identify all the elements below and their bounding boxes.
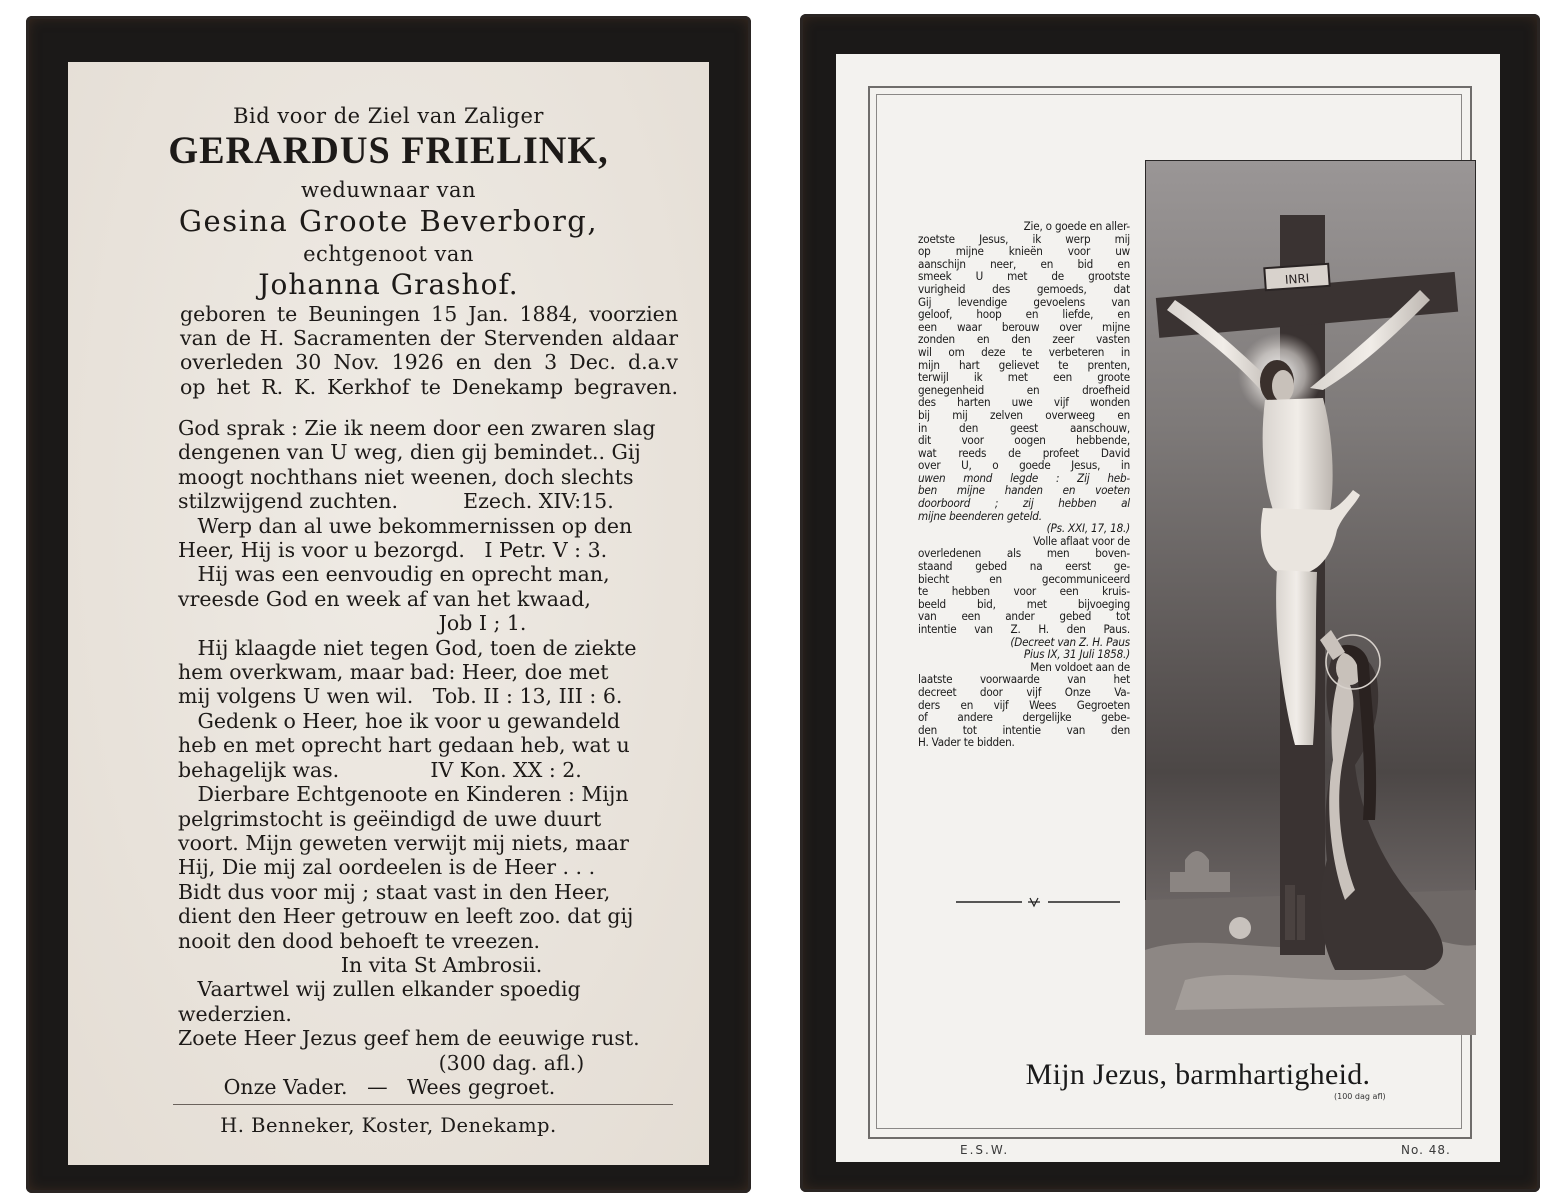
prayer-line: overledenen als men boven- <box>918 546 1130 561</box>
prayer-line: Gij levendige gevoelens van <box>918 294 1130 309</box>
quote-line: heb en met oprecht hart gedaan heb, wat u <box>178 733 630 758</box>
quote-line: (300 dag. afl.) <box>178 1050 585 1075</box>
prayer-line: vurigheid des gemoeds, dat <box>918 281 1130 296</box>
prayer-line: biecht en gecommuniceerd <box>918 571 1130 586</box>
quote-line: stilzwijgend zuchten. Ezech. XIV:15. <box>178 489 614 514</box>
prayer-line: mijn hart gelievet te prenten, <box>918 357 1130 372</box>
prayer-line: (Ps. XXI, 17, 18.) <box>1046 521 1130 536</box>
printer-credit: H. Benneker, Koster, Denekamp. <box>220 1114 557 1137</box>
prayer-line: terwijl ik met een groote <box>918 370 1130 385</box>
quote-line: behagelijk was. IV Kon. XX : 2. <box>178 757 582 782</box>
prayer-line: te hebben voor een kruis- <box>918 584 1130 599</box>
quote-line: Hij, Die mij zal oordeelen is de Heer . . . <box>178 855 596 880</box>
quote-line: Zoete Heer Jezus geef hem de eeuwige rust. <box>178 1026 640 1051</box>
prayer-line: mijne beenderen geteld. <box>918 508 1042 523</box>
prayer-line: Pius IX, 31 Juli 1858.) <box>1023 647 1130 662</box>
card-back-paper <box>836 54 1500 1162</box>
prayer-line: zonden en den zeer vasten <box>918 332 1130 347</box>
prayer-request-line: Bid voor de Ziel van Zaliger <box>233 104 544 128</box>
prayer-line: een waar berouw over mijne <box>918 319 1130 334</box>
quote-line: Gedenk o Heer, hoe ik voor u gewandeld <box>178 708 621 733</box>
motto-text: Mijn Jezus, barmhartigheid. <box>1025 1058 1371 1091</box>
quote-line: Onze Vader. — Wees gegroet. <box>178 1074 556 1099</box>
card-front-paper <box>68 62 709 1165</box>
prayer-line: smeek U met de grootste <box>918 269 1130 284</box>
quote-line: Hij klaagde niet tegen God, toen de ziekte <box>178 635 637 660</box>
prayer-text-block <box>918 220 1130 749</box>
quote-line: nooit den dood behoeft te vreezen. <box>178 928 541 953</box>
prayer-line: Volle aflaat voor de <box>1033 533 1130 548</box>
prayer-line: (Decreet van Z. H. Paus <box>1010 634 1130 649</box>
biography-block <box>180 302 678 399</box>
prayer-line: aanschijn neer, en bid en <box>918 256 1130 271</box>
bio-line: geboren te Beuningen 15 Jan. 1884, voorzien <box>180 302 678 326</box>
prayer-line: Men voldoet aan de <box>1030 659 1130 674</box>
ornament-divider-icon <box>956 896 1120 908</box>
prayer-line: den tot intentie van den <box>918 722 1130 737</box>
prayer-line: wat reeds de profeet David <box>918 445 1130 460</box>
spouse-line: echtgenoot van <box>303 242 474 266</box>
prayer-line: over U, o goede Jesus, in <box>918 458 1130 473</box>
quote-line: In vita St Ambrosii. <box>178 952 543 977</box>
quote-line: Hij was een eenvoudig en oprecht man, <box>178 562 610 587</box>
card-number: No. 48. <box>1401 1143 1451 1157</box>
prayer-line: H. Vader te bidden. <box>918 735 1015 750</box>
prayer-line: beeld bid, met bijvoeging <box>918 596 1130 611</box>
quote-line: mij volgens U wen wil. Tob. II : 13, III : 6. <box>178 684 623 709</box>
quote-line: Dierbare Echtgenoote en Kinderen : Mijn <box>178 782 629 807</box>
prayer-line: zoetste Jesus, ik werp mij <box>918 231 1130 246</box>
quote-line: Werp dan al uwe bekommernissen op den <box>178 513 633 538</box>
quote-line: vreesde God en week af van het kwaad, <box>178 586 591 611</box>
quote-line: voort. Mijn geweten verwijt mij niets, maar <box>178 830 629 855</box>
prayer-line: geloof, hoop en liefde, en <box>918 307 1130 322</box>
quote-line: dengenen van U weg, dien gij bemindet.. Gij <box>178 440 641 465</box>
prayer-line: in den geest aanschouw, <box>918 420 1130 435</box>
bio-line: van de H. Sacramenten der Stervenden aldaar <box>180 326 678 351</box>
quote-line: pelgrimstocht is geëindigd de uwe duurt <box>178 806 602 831</box>
widower-line: weduwnaar van <box>300 178 477 202</box>
divider-rule <box>173 1104 673 1105</box>
scripture-quotes-block <box>178 416 678 1099</box>
prayer-line: van een ander gebed tot <box>918 609 1130 624</box>
prayer-line: decreet door vijf Onze Va- <box>918 684 1130 699</box>
bio-line: overleden 30 Nov. 1926 en den 3 Dec. d.a.v <box>180 350 678 375</box>
quote-line: Heer, Hij is voor u bezorgd. I Petr. V : 3. <box>178 538 608 563</box>
prayer-line: of andere dergelijke gebe- <box>918 710 1130 725</box>
quote-line: dient den Heer getrouw en leeft zoo. dat gij <box>178 904 634 929</box>
prayer-line: intentie van Z. H. den Paus. <box>918 622 1130 636</box>
motto-indulgence-note: (100 dag afl) <box>1334 1092 1386 1101</box>
prayer-line: op mijne knieën voor uw <box>918 244 1130 259</box>
quote-line: Vaartwel wij zullen elkander spoedig <box>178 977 581 1002</box>
second-spouse-name: Johanna Grashof. <box>258 268 519 301</box>
publisher-mark: E.S.W. <box>960 1143 1010 1157</box>
quote-line: hem overkwam, maar bad: Heer, doe met <box>178 660 609 685</box>
prayer-line: laatste voorwaarde van het <box>918 672 1130 687</box>
prayer-line: uwen mond legde : Zij heb- <box>918 470 1130 485</box>
prayer-line: ben mijne handen en voeten <box>918 483 1130 498</box>
quote-line: Job I ; 1. <box>178 611 527 636</box>
inri-plaque-text: INRI <box>1284 271 1310 287</box>
quote-line: Bidt dus voor mij ; staat vast in den Heer, <box>178 879 611 904</box>
crucifixion-image <box>1145 160 1476 1035</box>
prayer-line: genegenheid en droefheid <box>918 382 1130 397</box>
crucifixion-illustration <box>1145 160 1476 1035</box>
quote-line: moogt nochthans niet weenen, doch slechts <box>178 464 634 489</box>
prayer-line: wil om deze te verbeteren in <box>918 344 1130 359</box>
memorial-card-back <box>800 14 1540 1192</box>
prayer-line: bij mij zelven overweeg en <box>918 407 1130 422</box>
prayer-line: staand gebed na eerst ge- <box>918 559 1130 574</box>
quote-line: wederzien. <box>178 1001 292 1026</box>
quote-line: God sprak : Zie ik neem door een zwaren slag <box>178 416 656 440</box>
memorial-card-front <box>26 16 751 1193</box>
prayer-line: ders en vijf Wees Gegroeten <box>918 697 1130 712</box>
prayer-line: Zie, o goede en aller- <box>1023 219 1130 233</box>
prayer-line: doorboord ; zij hebben al <box>918 496 1130 511</box>
prayer-line: des harten uwe vijf wonden <box>918 395 1130 410</box>
deceased-name: GERARDUS FRIELINK, <box>168 129 609 172</box>
first-spouse-name: Gesina Groote Beverborg, <box>178 204 599 238</box>
bio-line: op het R. K. Kerkhof te Denekamp begraven. <box>180 374 678 399</box>
prayer-line: dit voor oogen hebbende, <box>918 433 1130 448</box>
